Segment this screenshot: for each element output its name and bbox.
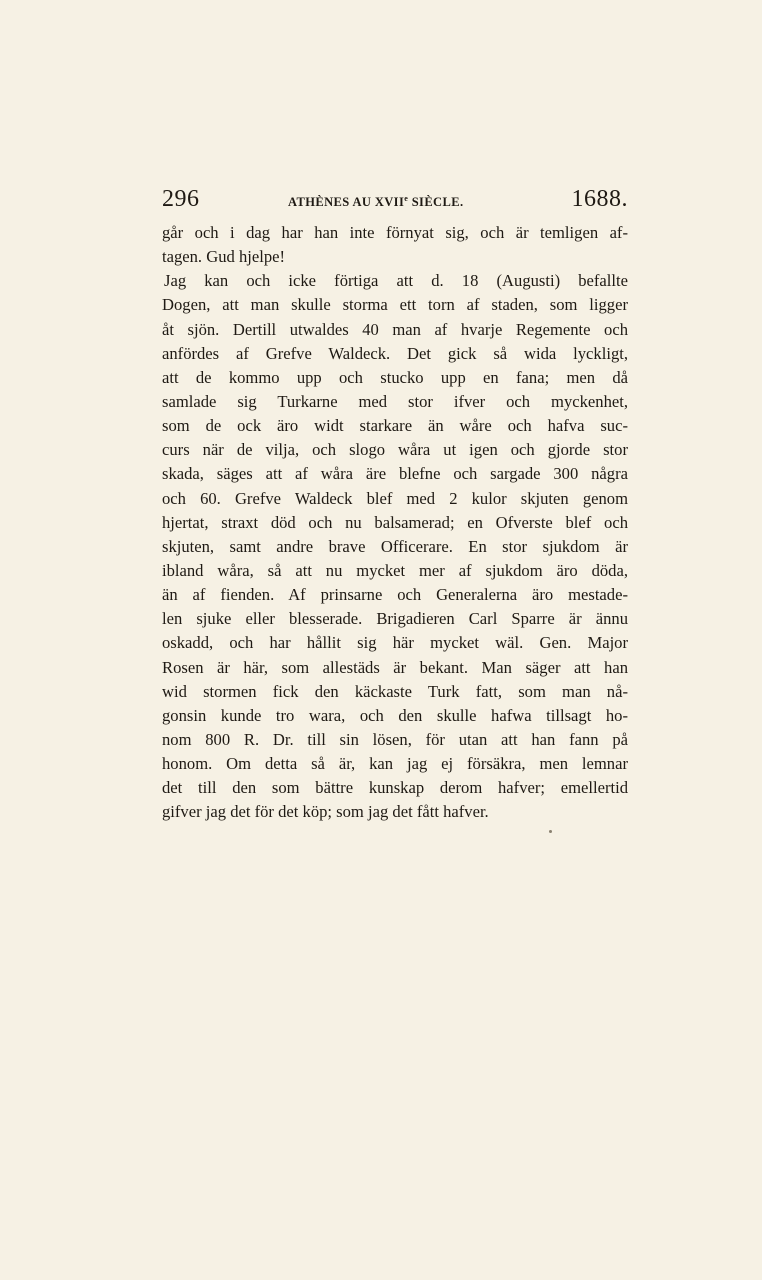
text-line: Jag kan och icke förtiga att d. 18 (Augusti) befallte: [164, 271, 628, 291]
text-line: anfördes af Grefve Waldeck. Det gick så wida lyckligt,: [162, 343, 628, 363]
text-line: skada, säges att af wåra äre blefne och sargade 300 några: [162, 464, 628, 484]
text-line: honom. Om detta så är, kan jag ej försäkra, men lemnar: [162, 754, 628, 774]
text-line: som de ock äro widt starkare än wåre och hafva suc-: [162, 416, 628, 436]
text-line: går och i dag har han inte förnyat sig, och är temligen af-: [162, 223, 628, 242]
text-line: samlade sig Turkarne med stor ifver och myckenhet,: [162, 391, 628, 411]
ink-speck: [549, 830, 552, 833]
page-number: 296: [162, 186, 200, 212]
body-text: [162, 221, 628, 825]
running-title-main: ATHÈNES AU XVII: [288, 195, 405, 209]
text-line: Rosen är här, som allestäds är bekant. Man säger att han: [162, 657, 628, 677]
text-line: gifver jag det för det köp; som jag det fått hafver.: [162, 802, 489, 822]
text-line: Dogen, att man skulle storma ett torn af staden, som ligger: [162, 295, 628, 315]
text-line: det till den som bättre kunskap derom hafver; emellertid: [162, 778, 628, 798]
running-title-superscript: e: [404, 194, 409, 203]
text-line: tagen. Gud hjelpe!: [162, 247, 286, 267]
text-line: att de kommo upp och stucko upp en fana; men då: [162, 367, 628, 387]
text-line: skjuten, samt andre brave Officerare. En stor sjukdom är: [162, 536, 628, 556]
text-line: ibland wåra, så att nu mycket mer af sjukdom äro döda,: [162, 560, 628, 580]
running-title-end: SIÈCLE.: [408, 195, 464, 209]
text-line: åt sjön. Dertill utwaldes 40 man af hvarje Regemente och: [162, 319, 628, 339]
text-line: nom 800 R. Dr. till sin lösen, för utan att han fann på: [162, 729, 628, 749]
text-line: wid stormen fick den käckaste Turk fatt, som man nå-: [162, 681, 628, 701]
text-line: hjertat, straxt död och nu balsamerad; en Ofverste blef och: [162, 512, 628, 532]
text-line: än af fienden. Af prinsarne och Generalerna äro mestade-: [162, 585, 628, 605]
year-heading: 1688.: [571, 186, 628, 212]
running-title: [288, 194, 463, 210]
text-line: curs när de vilja, och slogo wåra ut igen och gjorde stor: [162, 440, 628, 460]
text-line: gonsin kunde tro wara, och den skulle hafwa tillsagt ho-: [162, 705, 628, 725]
text-line: och 60. Grefve Waldeck blef med 2 kulor skjuten genom: [162, 488, 628, 508]
text-line: oskadd, och har hållit sig här mycket wäl. Gen. Major: [162, 633, 628, 653]
text-line: len sjuke eller blesserade. Brigadieren Carl Sparre är ännu: [162, 609, 628, 629]
running-head: [162, 186, 628, 216]
